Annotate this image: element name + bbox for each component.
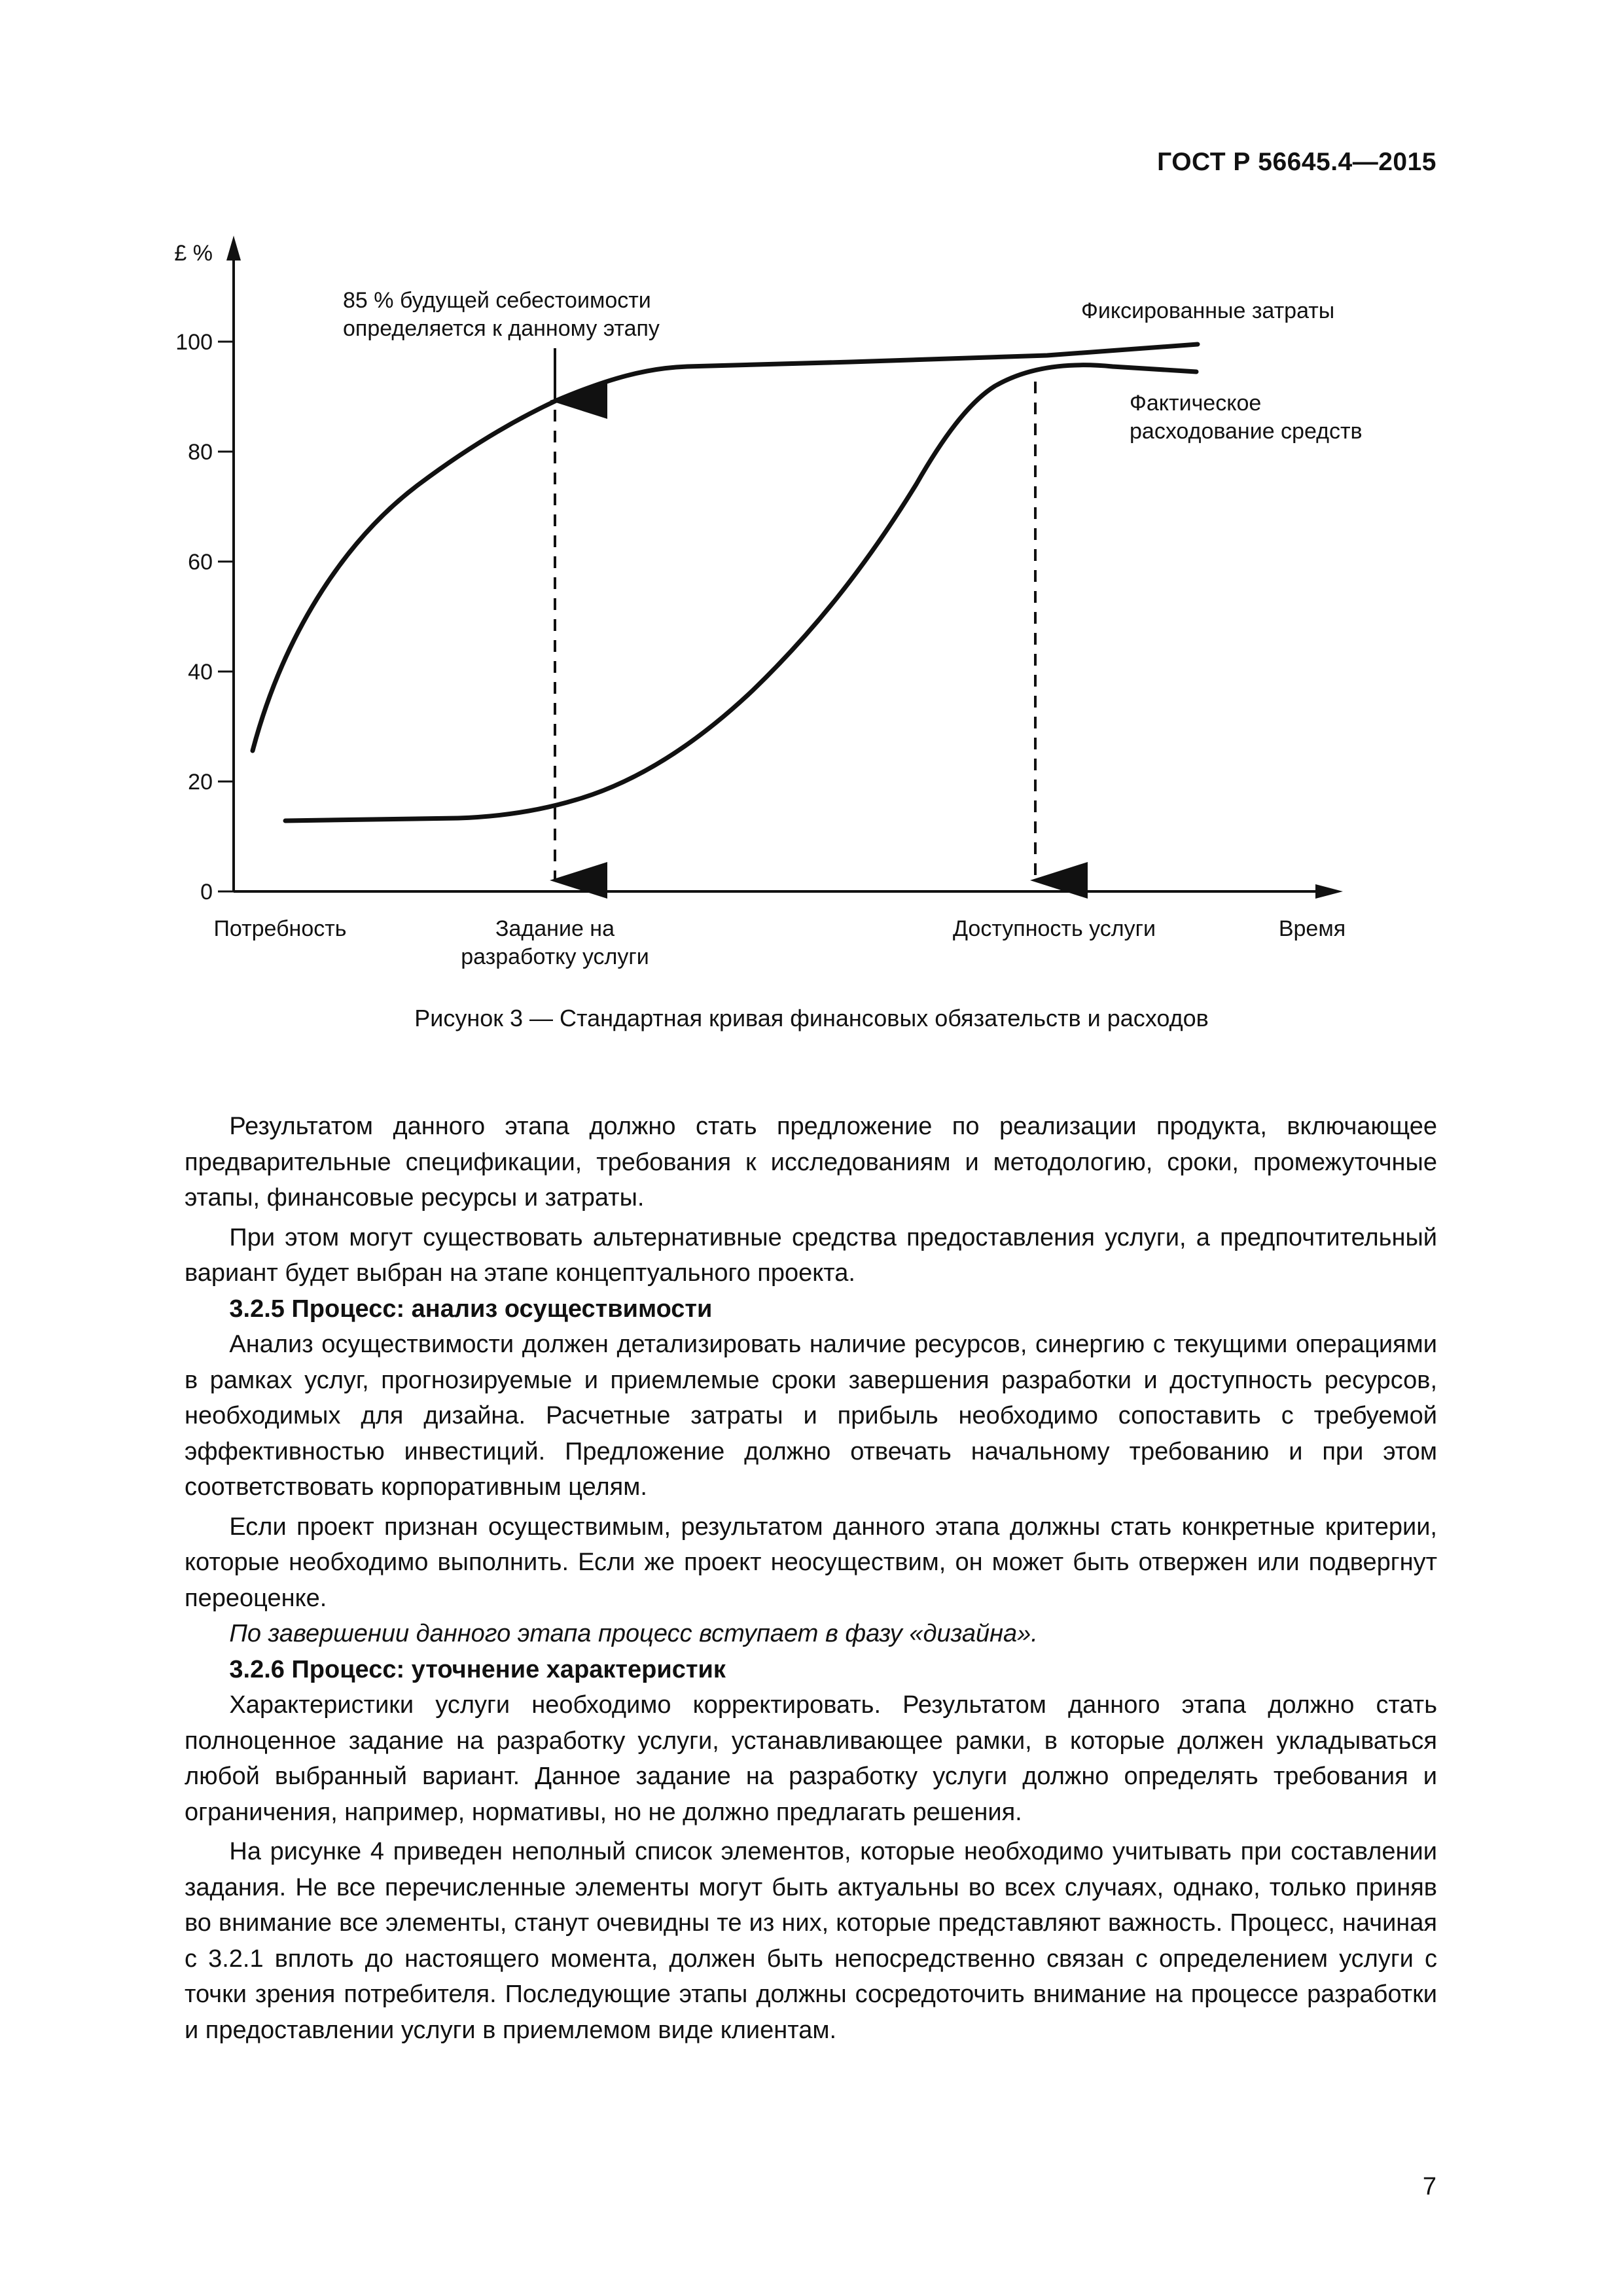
fixed-costs-curve (253, 344, 1198, 751)
paragraph: Если проект признан осуществимым, результатом данного этапа должны стать конкретные критерии, которые необходимо выполнить. Если же проект неосуществим, он может быть отвержен или подвергнут переоценке. (185, 1513, 1437, 1612)
paragraph: На рисунке 4 приведен неполный список элементов, которые необходимо учитывать при составлении задания. Не все перечисленные элементы могут быть актуальны во всех случаях, однако, только приняв во внимание все элементы, станут очевидны те из них, которые представляют важность. Процесс, начиная с 3.2.1 вплоть до настоящего момента, должен быть непосредственно связан с определением услуги с точки зрения потребителя. Последующие этапы должны сосредоточить внимание на процессе разработки и предоставлении услуги в приемлемом виде клиентам. (185, 1838, 1437, 2044)
y-tick-label: 20 (188, 770, 213, 795)
annotation-cost-line2: определяется к данному этапу (343, 316, 660, 341)
x-axis-arrow (1315, 884, 1343, 899)
paragraph: При этом могут существовать альтернативные средства предоставления услуги, а предпочтительный вариант будет выбран на этапе концептуального проекта. (185, 1223, 1437, 1287)
x-label-spec-line2: разработку услуги (461, 944, 649, 969)
x-label-time: Время (1278, 916, 1346, 941)
y-ticks (218, 342, 234, 891)
section-heading: 3.2.5 Процесс: анализ осуществимости (229, 1295, 713, 1323)
figure-caption: Рисунок 3 — Стандартная кривая финансовых обязательств и расходов (414, 1005, 1209, 1031)
cost-curve-chart (0, 0, 1623, 1021)
paragraph: Результатом данного этапа должно стать предложение по реализации продукта, включающее предварительные спецификации, требования к исследованиям и методологию, сроки, промежуточные этапы, финансовые ресурсы и затраты. (185, 1113, 1437, 1211)
annotation-fixed: Фиксированные затраты (1081, 298, 1335, 323)
paragraph: Анализ осуществимости должен детализировать наличие ресурсов, синергию с текущими операциями в рамках услуг, прогнозируемые и приемлемые сроки завершения разработки и доступность ресурсов, необходимых для дизайна. Расчетные затраты и прибыль необходимо сопоставить с требуемой эффективностью инвестиций. Предложение должно отвечать начальному требованию и при этом соответствовать корпоративным целям. (185, 1331, 1437, 1501)
y-axis-arrow (226, 236, 241, 260)
x-label-spec-line1: Задание на (495, 916, 615, 941)
annotation-cost-line1: 85 % будущей себестоимости (343, 288, 651, 313)
y-tick-label: 80 (188, 440, 213, 465)
y-tick-label: 40 (188, 660, 213, 685)
page-number: 7 (1422, 2173, 1436, 2200)
paragraph: Характеристики услуги необходимо корректировать. Результатом данного этапа должно стать полноценное задание на разработку услуги, устанавливающее рамки, в которые должен укладываться любой выбранный вариант. Данное задание на разработку услуги должно определять требования и ограничения, например, нормативы, но не должно предлагать решения. (185, 1691, 1437, 1826)
figure-3 (0, 0, 1623, 1021)
y-unit-label: £ % (174, 241, 213, 266)
section-heading: 3.2.6 Процесс: уточнение характеристик (229, 1655, 726, 1683)
y-tick-label: 60 (188, 550, 213, 575)
body-text (185, 1109, 1437, 2048)
annotation-actual-line1: Фактическое (1130, 391, 1262, 416)
paragraph-italic: По завершении данного этапа процесс вступает в фазу «дизайна». (229, 1620, 1038, 1647)
standard-header: ГОСТ Р 56645.4—2015 (1157, 148, 1436, 176)
actual-spending-curve (285, 365, 1196, 821)
y-tick-label: 0 (200, 880, 213, 905)
y-tick-label: 100 (175, 330, 213, 355)
x-label-need: Потребность (213, 916, 347, 941)
x-label-availability: Доступность услуги (953, 916, 1156, 941)
annotation-actual-line2: расходование средств (1130, 419, 1363, 444)
